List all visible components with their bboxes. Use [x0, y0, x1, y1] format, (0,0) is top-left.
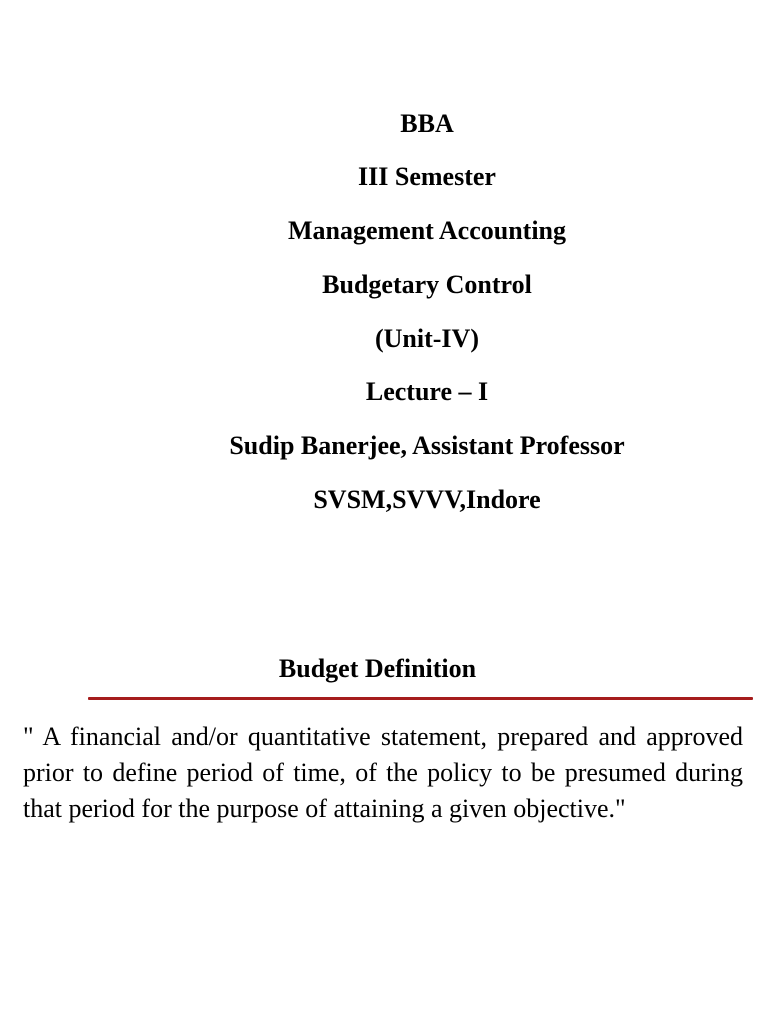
- semester: III Semester: [358, 162, 496, 191]
- topic: Budgetary Control: [322, 270, 532, 299]
- course-name: BBA: [400, 109, 454, 138]
- subject: Management Accounting: [287, 216, 567, 245]
- institution: SVSM,SVVV,Indore: [313, 485, 541, 514]
- heading-divider: [88, 697, 753, 700]
- budget-definition-text: " A financial and/or quantitative statement, prepared and approved prior to define period of time, of the policy to be presumed during that period for the purpose of attaining a given objective.": [23, 722, 743, 823]
- unit: (Unit-IV): [375, 324, 479, 353]
- section-heading: Budget Definition: [278, 654, 477, 683]
- author: Sudip Banerjee, Assistant Professor: [229, 431, 625, 460]
- lecture-number: Lecture – I: [365, 377, 489, 406]
